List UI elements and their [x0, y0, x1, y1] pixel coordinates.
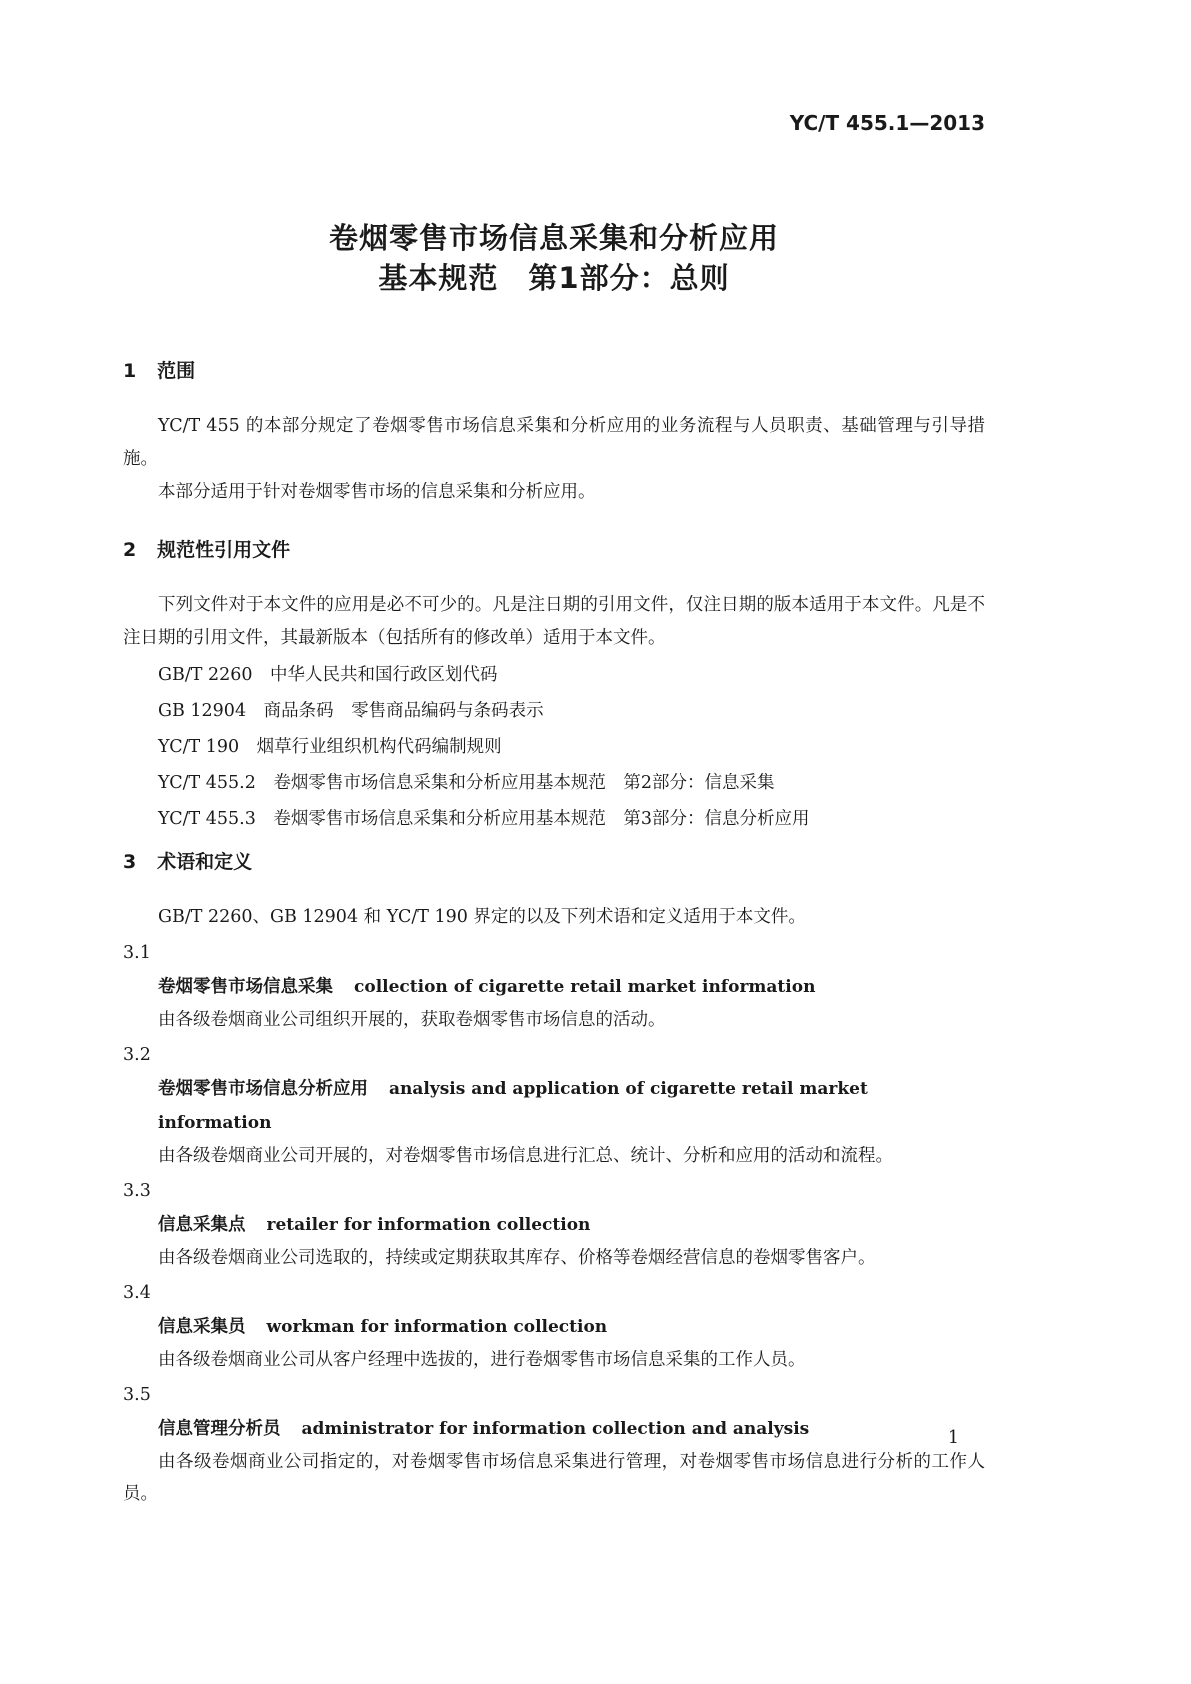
term-3-4-definition: 由各级卷烟商业公司从客户经理中选拔的，进行卷烟零售市场信息采集的工作人员。 — [158, 1350, 806, 1370]
term-3-4 — [123, 1276, 985, 1376]
term-3-2-number: 3.2 — [123, 1045, 151, 1065]
section-1-title: 范围 — [157, 360, 196, 382]
term-3-5-definition: 由各级卷烟商业公司指定的，对卷烟零售市场信息采集进行管理，对卷烟零售市场信息进行分析的工作人员。 — [123, 1452, 985, 1504]
term-3-5-number: 3.5 — [123, 1385, 151, 1405]
term-3-1-definition: 由各级卷烟商业公司组织开展的，获取卷烟零售市场信息的活动。 — [158, 1010, 666, 1030]
term-3-2-definition: 由各级卷烟商业公司开展的，对卷烟零售市场信息进行汇总、统计、分析和应用的活动和流程。 — [158, 1146, 893, 1166]
reference-item-2: GB 12904 商品条码 零售商品编码与条码表示 — [158, 701, 544, 721]
term-3-5-chinese: 信息管理分析员 — [158, 1419, 281, 1439]
term-3-2-chinese: 卷烟零售市场信息分析应用 — [158, 1079, 368, 1099]
term-3-1 — [123, 936, 985, 1036]
term-3-3-title — [123, 1208, 985, 1242]
reference-item-3: YC/T 190 烟草行业组织机构代码编制规则 — [158, 737, 502, 757]
section-3-heading — [123, 849, 985, 875]
term-3-2-english: analysis and application of cigarette retail market information — [158, 1079, 868, 1133]
term-3-1-number: 3.1 — [123, 943, 151, 963]
page-number: 1 — [947, 1428, 959, 1448]
term-3-3-definition: 由各级卷烟商业公司选取的，持续或定期获取其库存、价格等卷烟经营信息的卷烟零售客户。 — [158, 1248, 876, 1268]
reference-item-1: GB/T 2260 中华人民共和国行政区划代码 — [158, 665, 498, 685]
section-1-number: 1 — [123, 360, 137, 382]
term-3-1-english: collection of cigarette retail market information — [354, 977, 816, 997]
term-3-3-number: 3.3 — [123, 1181, 151, 1201]
term-3-2-title — [123, 1072, 985, 1140]
section-1-paragraph-2: 本部分适用于针对卷烟零售市场的信息采集和分析应用。 — [158, 482, 596, 502]
normative-reference-list — [123, 657, 985, 837]
term-3-3-english: retailer for information collection — [266, 1215, 591, 1235]
section-2-title: 规范性引用文件 — [157, 539, 291, 561]
term-3-1-chinese: 卷烟零售市场信息采集 — [158, 977, 333, 997]
section-2-paragraph-1: 下列文件对于本文件的应用是必不可少的。凡是注日期的引用文件，仅注日期的版本适用于本文件。凡是不注日期的引用文件，其最新版本（包括所有的修改单）适用于本文件。 — [123, 595, 985, 648]
section-2-heading — [123, 537, 985, 563]
section-2-number: 2 — [123, 539, 137, 561]
section-1-paragraph-1: YC/T 455 的本部分规定了卷烟零售市场信息采集和分析应用的业务流程与人员职责、基础管理与引导措施。 — [123, 416, 985, 469]
section-1-heading — [123, 358, 985, 384]
document-title-line-2: 基本规范 第1部分：总则 — [378, 261, 730, 295]
reference-item-4: YC/T 455.2 卷烟零售市场信息采集和分析应用基本规范 第2部分：信息采集 — [158, 773, 775, 793]
term-3-4-title — [123, 1310, 985, 1344]
term-3-4-chinese: 信息采集员 — [158, 1317, 246, 1337]
page-content — [123, 0, 985, 1510]
term-3-4-english: workman for information collection — [266, 1317, 608, 1337]
term-3-2 — [123, 1038, 985, 1172]
term-3-1-title — [123, 970, 985, 1004]
standard-code: YC/T 455.1—2013 — [789, 111, 985, 135]
term-3-3 — [123, 1174, 985, 1274]
reference-item-5: YC/T 455.3 卷烟零售市场信息采集和分析应用基本规范 第3部分：信息分析应用 — [158, 809, 810, 829]
section-3-title: 术语和定义 — [157, 851, 253, 873]
term-3-4-number: 3.4 — [123, 1283, 151, 1303]
section-3-number: 3 — [123, 851, 137, 873]
section-3-intro: GB/T 2260、GB 12904 和 YC/T 190 界定的以及下列术语和定义适用于本文件。 — [158, 907, 806, 927]
term-3-5-title — [123, 1412, 985, 1446]
term-3-3-chinese: 信息采集点 — [158, 1215, 246, 1235]
term-3-5 — [123, 1378, 985, 1510]
document-title-line-1: 卷烟零售市场信息采集和分析应用 — [328, 221, 779, 255]
term-3-5-english: administrator for information collection and analysis — [301, 1419, 810, 1439]
